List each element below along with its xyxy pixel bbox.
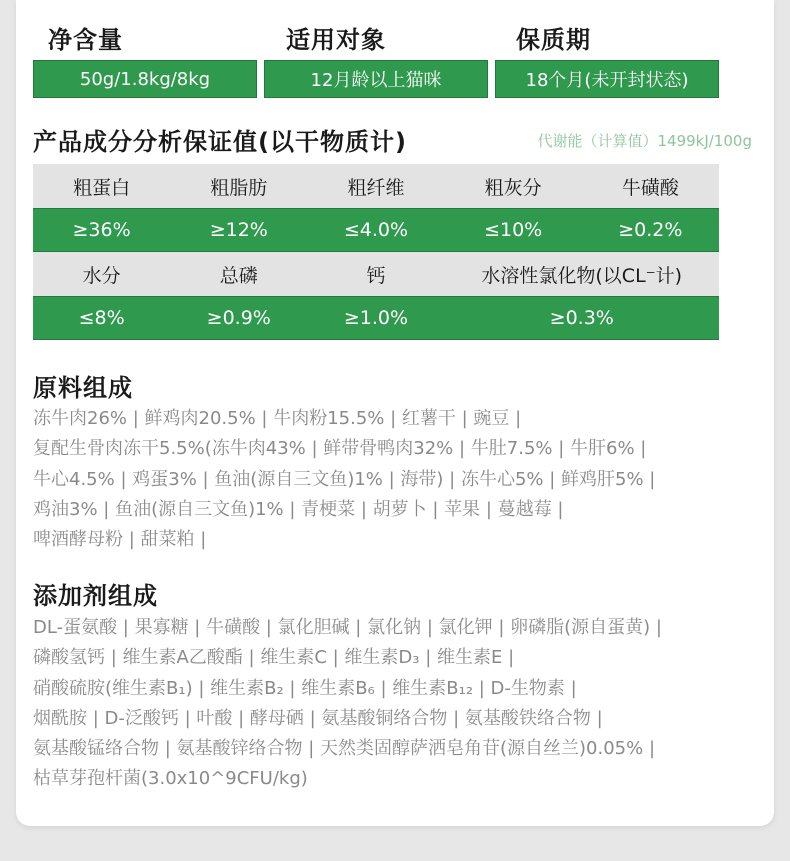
- net-weight-heading: 净含量: [48, 26, 123, 54]
- table-header-cell: 粗纤维: [347, 176, 405, 199]
- table-row: [33, 296, 719, 340]
- table-value-cell: ≥1.0%: [343, 307, 409, 329]
- table-value-cell: ≤10%: [484, 219, 543, 241]
- table-value-cell: ≥0.9%: [206, 307, 271, 329]
- list-item: 烟酰胺 | D-泛酸钙 | 叶酸 | 酵母硒 | 氨基酸铜络合物 | 氨基酸铁络合物 |: [33, 707, 603, 729]
- additives-title: 添加剂组成: [33, 582, 158, 610]
- list-item: 磷酸氢钙 | 维生素A乙酸酯 | 维生素C | 维生素D₃ | 维生素E |: [33, 647, 515, 669]
- table-header-cell: 粗灰分: [484, 176, 542, 199]
- table-value-cell: ≥36%: [72, 219, 131, 241]
- table-header-cell: 粗脂肪: [210, 176, 268, 199]
- list-item: 鸡油3% | 鱼油(源自三文鱼)1% | 青梗菜 | 胡萝卜 | 苹果 | 蔓越莓 |: [33, 498, 564, 520]
- analysis-title: 产品成分分析保证值(以干物质计): [33, 128, 407, 156]
- table-value-cell: ≥12%: [209, 219, 268, 241]
- table-header-cell: 水溶性氯化物(以CL⁻计): [481, 264, 683, 287]
- additives-list: [33, 613, 733, 795]
- table-row: [33, 252, 719, 296]
- table-value-cell: ≥0.2%: [618, 219, 683, 241]
- guaranteed-analysis-table: [33, 164, 719, 340]
- list-item: 硝酸硫胺(维生素B₁) | 维生素B₂ | 维生素B₆ | 维生素B₁₂ | D-生物素 |: [33, 677, 577, 699]
- list-item: 复配生骨肉冻干5.5%(冻牛肉43% | 鲜带骨鸭肉32% | 牛肚7.5% | 牛肝6% |: [33, 438, 647, 460]
- table-row: [33, 208, 719, 252]
- spec-headings: [34, 20, 724, 56]
- list-item: 啤酒酵母粉 | 甜菜粕 |: [33, 529, 207, 551]
- table-value-cell: ≤8%: [78, 307, 125, 329]
- table-value-cell: ≤4.0%: [343, 219, 409, 241]
- list-item: 氨基酸锰络合物 | 氨基酸锌络合物 | 天然类固醇萨洒皂角苷(源自丝兰)0.05% |: [33, 738, 656, 760]
- table-header-cell: 粗蛋白: [73, 176, 131, 199]
- list-item: 冻牛肉26% | 鲜鸡肉20.5% | 牛肉粉15.5% | 红薯干 | 豌豆 |: [33, 408, 522, 429]
- table-value-cell: ≥0.3%: [549, 307, 614, 329]
- table-row: [33, 164, 719, 208]
- table-header-cell: 水分: [82, 264, 121, 287]
- target-value: 12月龄以上猫咪: [264, 60, 488, 98]
- list-item: DL-蛋氨酸 | 果寡糖 | 牛磺酸 | 氯化胆碱 | 氯化钠 | 氯化钾 | 卵磷脂(源自蛋黄) |: [33, 617, 662, 638]
- ingredients-list: [33, 404, 733, 555]
- shelf-life-heading: 保质期: [516, 26, 591, 54]
- ingredients-title: 原料组成: [33, 374, 133, 402]
- list-item: 牛心4.5% | 鸡蛋3% | 鱼油(源自三文鱼)1% | 海带) | 冻牛心5% | 鲜鸡肝5% |: [33, 468, 656, 490]
- net-weight-value: 50g/1.8kg/8kg: [33, 60, 257, 98]
- table-header-cell: 总磷: [219, 264, 258, 287]
- spec-values: [33, 60, 720, 98]
- shelf-life-value: 18个月(未开封状态): [495, 60, 719, 98]
- list-item: 枯草芽孢杆菌(3.0x10^9CFU/kg): [33, 768, 308, 790]
- table-header-cell: 钙: [366, 264, 386, 287]
- metabolizable-energy: 代谢能（计算值）1499kJ/100g: [537, 132, 752, 150]
- table-header-cell: 牛磺酸: [621, 176, 679, 199]
- target-heading: 适用对象: [286, 26, 386, 54]
